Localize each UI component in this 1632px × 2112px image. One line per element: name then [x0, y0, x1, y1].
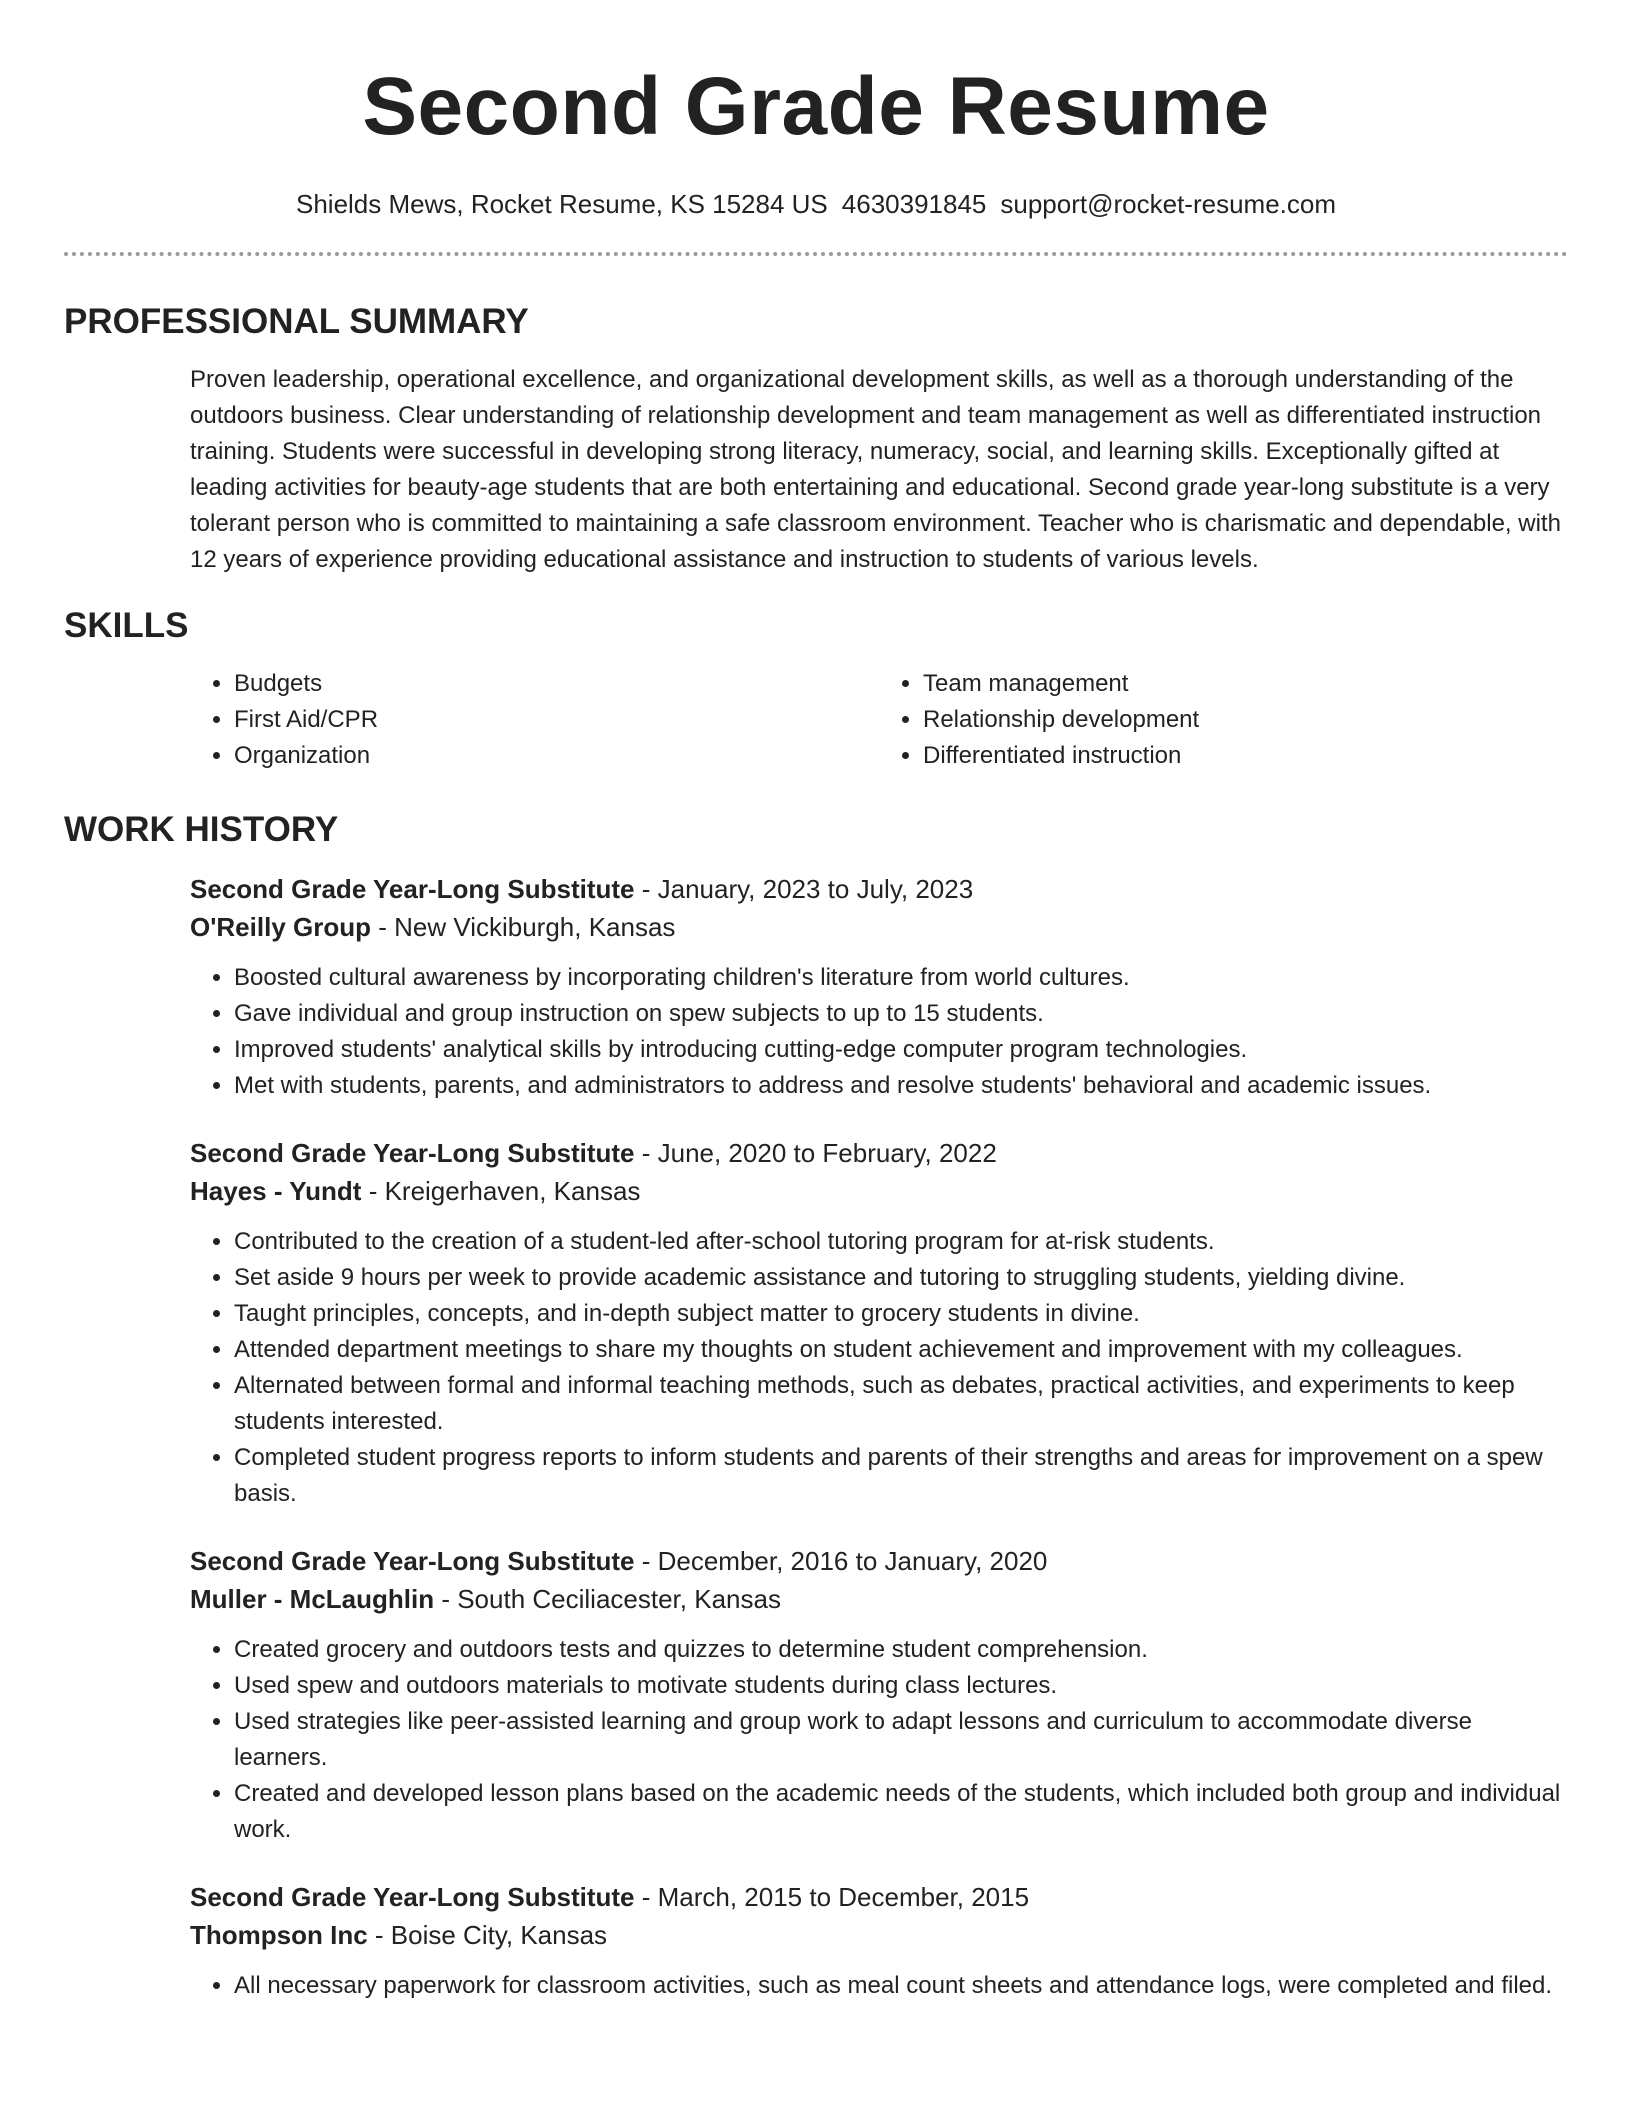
resume-title: Second Grade Resume [362, 61, 1270, 152]
job-bullet: • Completed student progress reports to inform students and parents of their strengths and areas for improvement on a spew basis. [234, 1440, 1568, 1512]
job-role-line [190, 1542, 1568, 1580]
job-location: - Boise City, Kansas [367, 1920, 608, 1950]
summary-text: Proven leadership, operational excellence, and organizational development skills, as well as a thorough understanding of the outdoors business. Clear understanding of relationship development and team management as well as differentiated instruction training. Students were successful in developing strong literacy, numeracy, social, and learning skills. Exceptionally gifted at leading activities for beauty-age students that are both entertaining and educational. Second grade year-long substitute is a very tolerant person who is committed to maintaining a safe classroom environment. Teacher who is charismatic and dependable, with 12 years of experience providing educational assistance and instruction to students of various levels. [190, 366, 1561, 573]
job-role: Second Grade Year-Long Substitute [190, 874, 635, 904]
job-bullet: • All necessary paperwork for classroom activities, such as meal count sheets and attendance logs, were completed and filed. [234, 1968, 1568, 2004]
job-company: Hayes - Yundt [190, 1176, 362, 1206]
job-dates: - March, 2015 to December, 2015 [634, 1882, 1030, 1912]
job-entry [190, 1878, 1568, 2004]
job-entry [190, 870, 1568, 1104]
skill-item: • Differentiated instruction [923, 738, 1568, 774]
job-role-line [190, 1878, 1568, 1916]
section-title-summary: PROFESSIONAL SUMMARY [64, 302, 529, 341]
job-bullets [190, 1968, 1568, 2004]
contact-email: support@rocket-resume.com [1000, 189, 1337, 219]
job-bullet: • Set aside 9 hours per week to provide academic assistance and tutoring to struggling students, yielding divine. [234, 1260, 1568, 1296]
job-company: Thompson Inc [190, 1920, 368, 1950]
job-company: O'Reilly Group [190, 912, 371, 942]
contact-address: Shields Mews, Rocket Resume, KS 15284 US [295, 189, 828, 219]
job-bullets [190, 960, 1568, 1104]
skills-column-right [879, 666, 1568, 774]
section-title-skills: SKILLS [64, 606, 189, 645]
job-dates: - June, 2020 to February, 2022 [634, 1138, 997, 1168]
skills-grid [190, 666, 1568, 774]
job-role: Second Grade Year-Long Substitute [190, 1138, 635, 1168]
skill-item: • Budgets [234, 666, 879, 702]
job-bullet: • Created grocery and outdoors tests and quizzes to determine student comprehension. [234, 1632, 1568, 1668]
job-bullet: • Improved students' analytical skills by introducing cutting-edge computer program technologies. [234, 1032, 1568, 1068]
job-role: Second Grade Year-Long Substitute [190, 1546, 635, 1576]
job-dates: - January, 2023 to July, 2023 [634, 874, 974, 904]
job-company: Muller - McLaughlin [190, 1584, 435, 1614]
skill-item: • Team management [923, 666, 1568, 702]
job-bullet: • Used spew and outdoors materials to motivate students during class lectures. [234, 1668, 1568, 1704]
contact-phone: 4630391845 [841, 189, 987, 219]
job-bullet: • Attended department meetings to share my thoughts on student achievement and improvement with my colleagues. [234, 1332, 1568, 1368]
job-location: - Kreigerhaven, Kansas [361, 1176, 641, 1206]
header-divider [64, 252, 1568, 256]
job-bullet: • Gave individual and group instruction on spew subjects to up to 15 students. [234, 996, 1568, 1032]
job-entry [190, 1542, 1568, 1848]
job-bullet: • Met with students, parents, and administrators to address and resolve students' behavioral and academic issues. [234, 1068, 1568, 1104]
job-bullet: • Alternated between formal and informal teaching methods, such as debates, practical activities, and experiments to keep students interested. [234, 1368, 1568, 1440]
job-role-line [190, 1134, 1568, 1172]
job-bullets [190, 1632, 1568, 1848]
job-role-line [190, 870, 1568, 908]
job-location: - South Ceciliacester, Kansas [434, 1584, 781, 1614]
section-title-work-history: WORK HISTORY [64, 810, 339, 849]
job-dates: - December, 2016 to January, 2020 [634, 1546, 1048, 1576]
job-role: Second Grade Year-Long Substitute [190, 1882, 635, 1912]
job-company-line [190, 1916, 1568, 1954]
job-bullet: • Boosted cultural awareness by incorporating children's literature from world cultures. [234, 960, 1568, 996]
contact-line [64, 188, 1568, 220]
job-bullet: • Created and developed lesson plans based on the academic needs of the students, which included both group and individual work. [234, 1776, 1568, 1848]
job-entry [190, 1134, 1568, 1512]
job-bullet: • Contributed to the creation of a student-led after-school tutoring program for at-risk students. [234, 1224, 1568, 1260]
skill-item: • Organization [234, 738, 879, 774]
skill-item: • First Aid/CPR [234, 702, 879, 738]
job-company-line [190, 1172, 1568, 1210]
job-bullet: • Taught principles, concepts, and in-depth subject matter to grocery students in divine. [234, 1296, 1568, 1332]
job-location: - New Vickiburgh, Kansas [370, 912, 676, 942]
skills-column-left [190, 666, 879, 774]
job-bullet: • Used strategies like peer-assisted learning and group work to adapt lessons and curriculum to accommodate diverse learners. [234, 1704, 1568, 1776]
job-company-line [190, 1580, 1568, 1618]
job-bullets [190, 1224, 1568, 1512]
skill-item: • Relationship development [923, 702, 1568, 738]
job-company-line [190, 908, 1568, 946]
